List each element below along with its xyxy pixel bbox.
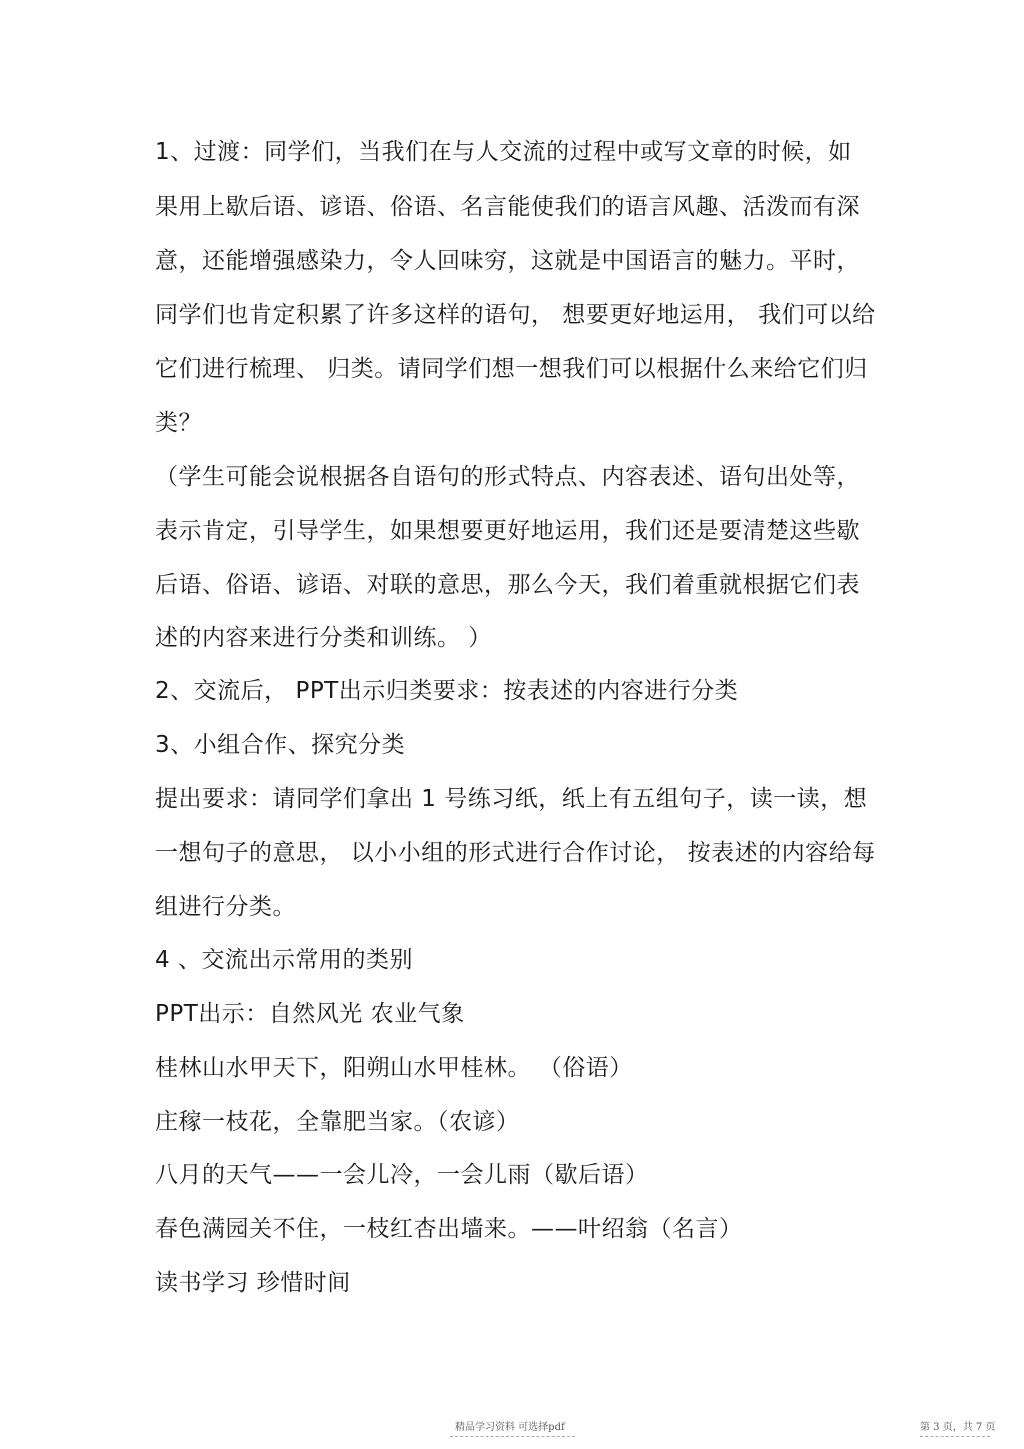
text-line-3: 意，还能增强感染力，令人回味穷，这就是中国语言的魅力。平时， bbox=[155, 248, 860, 274]
footer-left-divider bbox=[450, 1436, 575, 1437]
text-line-11: 2、交流后， PPT出示归类要求：按表述的内容进行分类 bbox=[155, 678, 739, 704]
footer-right-divider bbox=[920, 1436, 990, 1437]
text-line-8: 表示肯定，引导学生，如果想要更好地运用，我们还是要清楚这些歇 bbox=[155, 518, 860, 544]
text-line-14: 一想句子的意思， 以小小组的形式进行合作讨论， 按表述的内容给每 bbox=[155, 840, 876, 866]
text-line-5: 它们进行梳理、 归类。请同学们想一想我们可以根据什么来给它们归 bbox=[155, 356, 868, 382]
text-line-12: 3、小组合作、探究分类 bbox=[155, 732, 406, 758]
text-line-18: 桂林山水甲天下，阳朔山水甲桂林。 （俗语） bbox=[155, 1055, 633, 1081]
text-line-1: 1、过渡：同学们，当我们在与人交流的过程中或写文章的时候，如 bbox=[155, 139, 852, 165]
text-line-2: 果用上歇后语、谚语、俗语、名言能使我们的语言风趣、活泼而有深 bbox=[155, 194, 860, 220]
text-line-10: 述的内容来进行分类和训练。 ） bbox=[155, 625, 492, 651]
text-line-7: （学生可能会说根据各自语句的形式特点、内容表述、语句出处等， bbox=[155, 464, 860, 490]
text-line-13: 提出要求：请同学们拿出 1 号练习纸，纸上有五组句子，读一读，想 bbox=[155, 786, 868, 812]
text-line-9: 后语、俗语、谚语、对联的意思，那么今天，我们着重就根据它们表 bbox=[155, 572, 860, 598]
text-line-19: 庄稼一枝花，全靠肥当家。（农谚） bbox=[155, 1109, 520, 1135]
text-line-17: PPT出示：自然风光 农业气象 bbox=[155, 1001, 465, 1027]
footer-page-number: 第 3 页，共 7 页 bbox=[920, 1422, 996, 1433]
text-line-6: 类？ bbox=[155, 410, 202, 436]
text-line-15: 组进行分类。 bbox=[155, 894, 296, 920]
text-line-20: 八月的天气——一会儿冷，一会儿雨（歇后语） bbox=[155, 1162, 649, 1188]
text-line-22: 读书学习 珍惜时间 bbox=[155, 1270, 351, 1296]
text-line-4: 同学们也肯定积累了许多这样的语句， 想要更好地运用， 我们可以给 bbox=[155, 302, 876, 328]
text-line-16: 4 、交流出示常用的类别 bbox=[155, 947, 413, 973]
footer-left-text: 精品学习资料 可选择pdf bbox=[455, 1422, 565, 1433]
text-line-21: 春色满园关不住，一枝红杏出墙来。——叶绍翁（名言） bbox=[155, 1216, 743, 1242]
